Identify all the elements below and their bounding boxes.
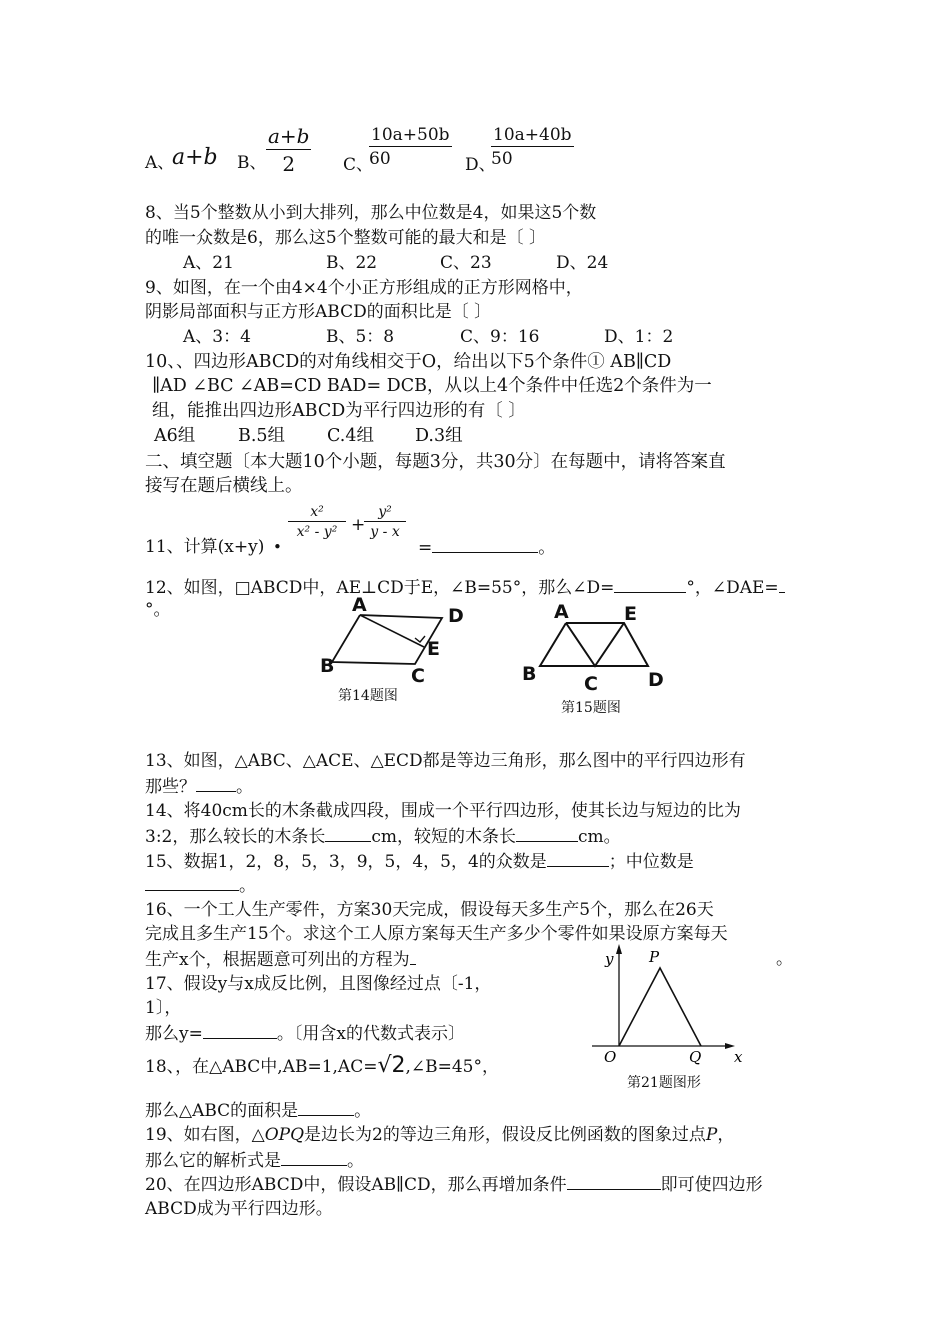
q16-line2: 完成且多生产15个。求这个工人原方案每天生产多少个零件如果设原方案每天 — [145, 924, 728, 944]
q20-condition-blank[interactable] — [567, 1173, 661, 1190]
section2-heading-line2: 接写在题后横线上。 — [145, 476, 303, 496]
q10-option-d: D.3组 — [415, 426, 463, 446]
q15-mode-blank[interactable] — [547, 850, 609, 867]
q7-option-a — [145, 152, 174, 174]
fig14-label-b: B — [320, 655, 335, 677]
figure-21 — [592, 940, 772, 1090]
q14-line2 — [145, 825, 621, 848]
fig14-parallelogram — [332, 615, 442, 664]
q16-line3 — [145, 948, 416, 971]
fig15-caption: 第15题图 — [561, 700, 621, 716]
fig21-triangle-opq — [619, 968, 701, 1046]
q11-frac2-numerator: y² — [364, 504, 406, 522]
fig21-q-label: Q — [689, 1048, 702, 1066]
fig14-label-c: C — [411, 665, 425, 687]
q10-option-c: C.4组 — [327, 426, 374, 446]
fig15-label-a: A — [554, 601, 569, 623]
q19-line2 — [145, 1149, 364, 1172]
q20-line2: ABCD成为平行四边形。 — [145, 1199, 333, 1219]
q7-d-numerator: 10a+40b — [493, 125, 572, 145]
q10-option-b: B.5组 — [238, 426, 286, 446]
q8-option-b: B、22 — [326, 253, 378, 273]
q16-equation-blank[interactable] — [410, 948, 416, 965]
q17-line3 — [145, 1022, 465, 1045]
q12-angle-dae-blank[interactable] — [779, 576, 785, 593]
q19-point-p: P — [705, 1125, 718, 1145]
q11-plus: + — [351, 515, 366, 535]
q10-option-a: A6组 — [154, 426, 196, 446]
q9-option-c: C、9：16 — [460, 327, 540, 347]
q14-short-blank[interactable] — [516, 825, 578, 842]
q14-line2-c: cm。 — [578, 827, 621, 847]
fig21-p-label: P — [649, 948, 660, 966]
q8-option-d: D、24 — [556, 253, 609, 273]
q18-line1 — [145, 1055, 499, 1078]
q11-dot: • — [273, 538, 282, 556]
q17-line3-a: 那么y= — [145, 1024, 203, 1044]
q7-d-prefix: D、 — [465, 155, 496, 175]
q15-line1 — [145, 850, 694, 873]
q13-line2 — [145, 775, 253, 798]
fig21-x-label: x — [734, 1048, 743, 1066]
q8-line2: 的唯一众数是6，那么这5个整数可能的最大和是〔 〕 — [145, 228, 547, 248]
q16-line1: 16、一个工人生产零件，方案30天完成，假设每天多生产5个，那么在26天 — [145, 900, 714, 920]
q7-a-prefix: A、 — [145, 153, 175, 173]
fig15-label-e: E — [624, 603, 637, 625]
q7-d-fraction — [491, 125, 574, 169]
fig21-y-arrow — [616, 944, 622, 954]
q18-line2 — [145, 1099, 371, 1122]
q19-triangle-name: OPQ — [264, 1125, 305, 1145]
q10-line2: ∥AD ∠BC ∠AB=CD BAD= DCB，从以上4个条件中任选2个条件为一 — [152, 376, 712, 396]
q7-a-expr: a+b — [172, 145, 218, 170]
q17-line2: 1〕， — [145, 998, 182, 1018]
q7-c-prefix: C、 — [343, 155, 374, 175]
q12-text-b: °，∠DAE= — [686, 578, 779, 598]
q11-frac2-denominator: y - x — [370, 524, 400, 540]
fig21-y-label: y — [605, 950, 614, 968]
fig15-outline — [540, 623, 648, 666]
q19-line2-a: 那么它的解析式是 — [145, 1151, 281, 1171]
q17-answer-blank[interactable] — [203, 1022, 277, 1039]
section2-heading-line1: 二、填空题〔本大题10个小题，每题3分，共30分〕在每题中，请将答案直 — [145, 452, 726, 472]
q7-c-denominator: 60 — [369, 149, 391, 169]
q13-suffix: 。 — [236, 777, 253, 797]
q15-line2 — [145, 874, 256, 897]
q11-fraction-1 — [288, 504, 346, 540]
q9-option-a: A、3：4 — [183, 327, 251, 347]
q8-option-a: A、21 — [183, 253, 234, 273]
q7-b-prefix: B、 — [237, 153, 267, 173]
q19-line1-a: 19、如右图，△ — [145, 1125, 265, 1145]
q15-line1-a: 15、数据1，2，8，5，3，9，5，4，5，4的众数是 — [145, 852, 547, 872]
q15-line2-suffix: 。 — [239, 876, 256, 896]
q19-line1 — [145, 1124, 734, 1146]
fig15-inner-edges — [566, 623, 624, 666]
fig21-caption: 第21题图形 — [627, 1075, 701, 1091]
q10-line3: 组，能推出四边形ABCD为平行四边形的有〔 〕 — [152, 401, 526, 421]
figure-15 — [518, 598, 678, 698]
q19-answer-blank[interactable] — [281, 1149, 347, 1166]
fig15-label-c: C — [584, 673, 598, 695]
q19-line1-c: 是边长为2的等边三角形，假设反比例函数的图象过点 — [304, 1125, 706, 1145]
q20-line1-b: 即可使四边形 — [660, 1175, 763, 1195]
fig14-label-e: E — [427, 638, 440, 660]
q14-line1: 14、将40cm长的木条截成四段，围成一个平行四边形，使其长边与短边的比为 — [145, 801, 741, 821]
q12-angle-d-blank[interactable] — [614, 576, 686, 593]
fig14-caption: 第14题图 — [338, 688, 398, 704]
q18-text-b: ,∠B=45°， — [405, 1057, 500, 1077]
q13-line1: 13、如图，△ABC、△ACE、△ECD都是等边三角形，那么图中的平行四边形有 — [145, 751, 746, 771]
q12-line2: °。 — [145, 600, 171, 620]
q14-line2-a: 3:2，那么较长的木条长 — [145, 827, 326, 847]
fig14-altitude-ae — [360, 615, 424, 647]
q18-area-blank[interactable] — [298, 1099, 354, 1116]
q11-fraction-2 — [364, 504, 406, 540]
q18-line2-a: 那么△ABC的面积是 — [145, 1101, 299, 1121]
q7-c-numerator: 10a+50b — [371, 125, 450, 145]
q8-line1: 8、当5个整数从小到大排列，那么中位数是4，如果这5个数 — [145, 203, 597, 223]
fig21-o-label: O — [604, 1048, 617, 1066]
q14-long-blank[interactable] — [325, 825, 371, 842]
q12-text-a: 12、如图，□ABCD中，AE⊥CD于E，∠B=55°，那么∠D= — [145, 578, 615, 598]
q12-line1 — [145, 576, 785, 599]
q15-median-blank[interactable] — [145, 874, 239, 891]
q7-c-fraction — [369, 125, 452, 169]
q16-suffix: 。 — [776, 949, 793, 969]
q9-line1: 9、如图，在一个由4×4个小正方形组成的正方形网格中， — [145, 278, 583, 298]
q11-answer-blank[interactable] — [432, 536, 538, 553]
q7-b-denominator: 2 — [282, 152, 296, 176]
q11-suffix: 。 — [538, 538, 556, 558]
q7-d-denominator: 50 — [491, 149, 513, 169]
q18-line2-b: 。 — [354, 1101, 372, 1121]
q11-answer-line — [418, 536, 555, 559]
q9-line2: 阴影局部面积与正方形ABCD的面积比是〔 〕 — [145, 302, 492, 322]
q11-frac1-numerator: x² — [288, 504, 346, 522]
q14-line2-b: cm，较短的木条长 — [371, 827, 517, 847]
q13-line2-text: 那些？ — [145, 777, 196, 797]
q16-line3-text: 生产x个，根据题意可列出的方程为 — [145, 950, 410, 970]
q18-text-a: 18、，在△ABC中,AB=1,AC= — [145, 1057, 378, 1077]
fig14-right-angle-mark — [415, 636, 425, 642]
q20-line1 — [145, 1173, 763, 1196]
q17-line3-b: 。〔用含x的代数式表示〕 — [276, 1024, 465, 1044]
q19-line2-b: 。 — [347, 1151, 364, 1171]
q18-sqrt-two: √2 — [377, 1053, 406, 1078]
q11-prefix: 11、计算(x+y) — [145, 537, 265, 557]
q9-option-d: D、1：2 — [604, 327, 674, 347]
fig14-label-a: A — [352, 594, 367, 616]
fig15-label-d: D — [648, 669, 664, 691]
q9-option-b: B、5：8 — [326, 327, 395, 347]
q15-line1-b: ；中位数是 — [608, 852, 694, 872]
q19-line1-e: ， — [717, 1125, 735, 1145]
q13-answer-blank[interactable] — [196, 775, 236, 792]
q17-line1: 17、假设y与x成反比例，且图像经过点〔-1， — [145, 974, 492, 994]
q11-equals: = — [418, 538, 433, 558]
fig15-label-b: B — [522, 663, 537, 685]
q10-line1: 10、、四边形ABCD的对角线相交于O，给出以下5个条件① AB∥CD — [145, 352, 672, 372]
q11-frac1-denominator: x² - y² — [296, 524, 338, 540]
q20-line1-a: 20、在四边形ABCD中，假设AB∥CD，那么再增加条件 — [145, 1175, 567, 1195]
fig14-label-d: D — [448, 605, 464, 627]
q7-b-fraction — [266, 124, 311, 176]
q7-b-numerator: a+b — [268, 124, 310, 148]
q8-option-c: C、23 — [440, 253, 492, 273]
figure-14 — [314, 594, 474, 688]
